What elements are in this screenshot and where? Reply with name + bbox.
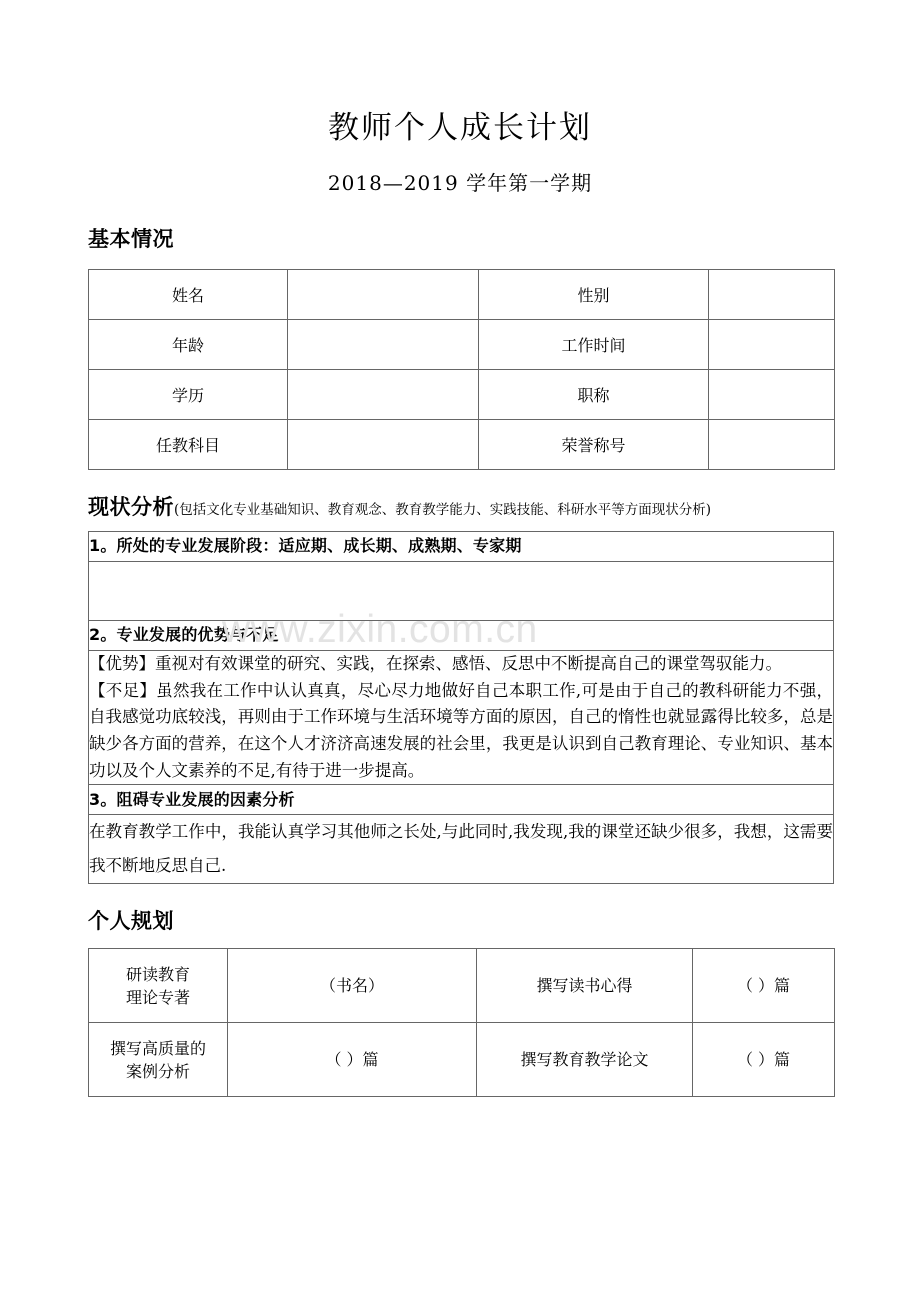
table-row xyxy=(89,785,834,815)
status-item2-title: 2。专业发展的优势与不足 xyxy=(89,625,279,645)
section-heading-personal-plan: 个人规划 xyxy=(88,909,174,934)
table-row xyxy=(89,531,834,561)
section-heading-status-analysis xyxy=(88,494,832,520)
table-row xyxy=(89,269,835,319)
basic-value-age[interactable] xyxy=(288,319,479,369)
table-row xyxy=(89,815,834,884)
basic-value-work-time[interactable] xyxy=(709,319,835,369)
document-title: 教师个人成长计划 xyxy=(328,110,592,146)
status-item3-answer-cell[interactable] xyxy=(89,815,834,884)
plan-row1-task: 研读教育 理论专著 xyxy=(89,949,228,1023)
personal-plan-table xyxy=(88,948,835,1097)
status-item3-title: 3。阻碍专业发展的因素分析 xyxy=(89,789,295,809)
basic-value-subject[interactable] xyxy=(288,419,479,469)
table-row xyxy=(89,319,835,369)
document-content xyxy=(88,0,832,1097)
plan-row2-paper-count[interactable]: （ ）篇 xyxy=(693,1023,835,1097)
basic-label-subject: 任教科目 xyxy=(89,419,288,469)
table-row xyxy=(89,949,835,1023)
status-item2-answer: 【优势】重视对有效课堂的研究、实践，在探索、感悟、反思中不断提高自己的课堂驾驭能力。 【不足】虽然我在工作中认认真真，尽心尽力地做好自己本职工作,可是由于自己的教科研能力不强，自我感觉功底较浅，再则由于工作环境与生活环境等方面的原因，自己的惰性也就显露得比较多，总是缺少各方面的营养，在这个人才济济高速发展的社会里，我更是认识到自己教育理论、专业知识、基本功以及个人文素养的不足,有待于进一步提高。 xyxy=(89,653,833,780)
table-row xyxy=(89,650,834,785)
basic-value-honor[interactable] xyxy=(709,419,835,469)
basic-label-work-time: 工作时间 xyxy=(479,319,709,369)
plan-row1-reflection-count[interactable]: （ ）篇 xyxy=(693,949,835,1023)
status-item2-title-cell xyxy=(89,620,834,650)
basic-value-education[interactable] xyxy=(288,369,479,419)
status-item3-answer: 在教育教学工作中，我能认真学习其他师之长处,与此同时,我发现,我的课堂还缺少很多，我想，这需要我不断地反思自己. xyxy=(89,822,833,876)
plan-row2-case-count[interactable]: （ ）篇 xyxy=(228,1023,477,1097)
site-watermark: www.zixin.com.cn xyxy=(222,608,538,651)
basic-label-gender: 性别 xyxy=(479,269,709,319)
basic-value-title[interactable] xyxy=(709,369,835,419)
basic-label-education: 学历 xyxy=(89,369,288,419)
basic-label-name: 姓名 xyxy=(89,269,288,319)
section-heading-status-analysis-note: (包括文化专业基础知识、教育观念、教育教学能力、实践技能、科研水平等方面现状分析) xyxy=(174,501,712,518)
basic-value-name[interactable] xyxy=(288,269,479,319)
status-item2-answer-cell[interactable] xyxy=(89,650,834,785)
spacer-after-basic-table xyxy=(88,470,832,494)
section-heading-basic-info: 基本情况 xyxy=(88,227,174,252)
plan-row2-task: 撰写高质量的 案例分析 xyxy=(89,1023,228,1097)
plan-row2-paper-task: 撰写教育教学论文 xyxy=(477,1023,693,1097)
table-row xyxy=(89,620,834,650)
table-row xyxy=(89,369,835,419)
basic-label-age: 年龄 xyxy=(89,319,288,369)
spacer-after-status-table xyxy=(88,884,832,908)
status-item1-answer-cell[interactable] xyxy=(89,561,834,620)
plan-row1-reflection-task: 撰写读书心得 xyxy=(477,949,693,1023)
status-analysis-table xyxy=(88,531,834,884)
table-row xyxy=(89,1023,835,1097)
basic-label-title: 职称 xyxy=(479,369,709,419)
document-subtitle: 2018—2019 学年第一学期 xyxy=(327,171,593,196)
table-row xyxy=(89,561,834,620)
table-row xyxy=(89,419,835,469)
basic-info-table xyxy=(88,269,835,470)
basic-label-honor: 荣誉称号 xyxy=(479,419,709,469)
status-item1-title: 1。所处的专业发展阶段：适应期、成长期、成熟期、专家期 xyxy=(89,536,522,556)
spacer-after-subtitle xyxy=(88,196,832,226)
plan-row1-book-name[interactable]: （书名） xyxy=(228,949,477,1023)
status-item1-title-cell xyxy=(89,531,834,561)
basic-value-gender[interactable] xyxy=(709,269,835,319)
section-heading-status-analysis-label: 现状分析 xyxy=(88,494,174,519)
status-item3-title-cell xyxy=(89,785,834,815)
